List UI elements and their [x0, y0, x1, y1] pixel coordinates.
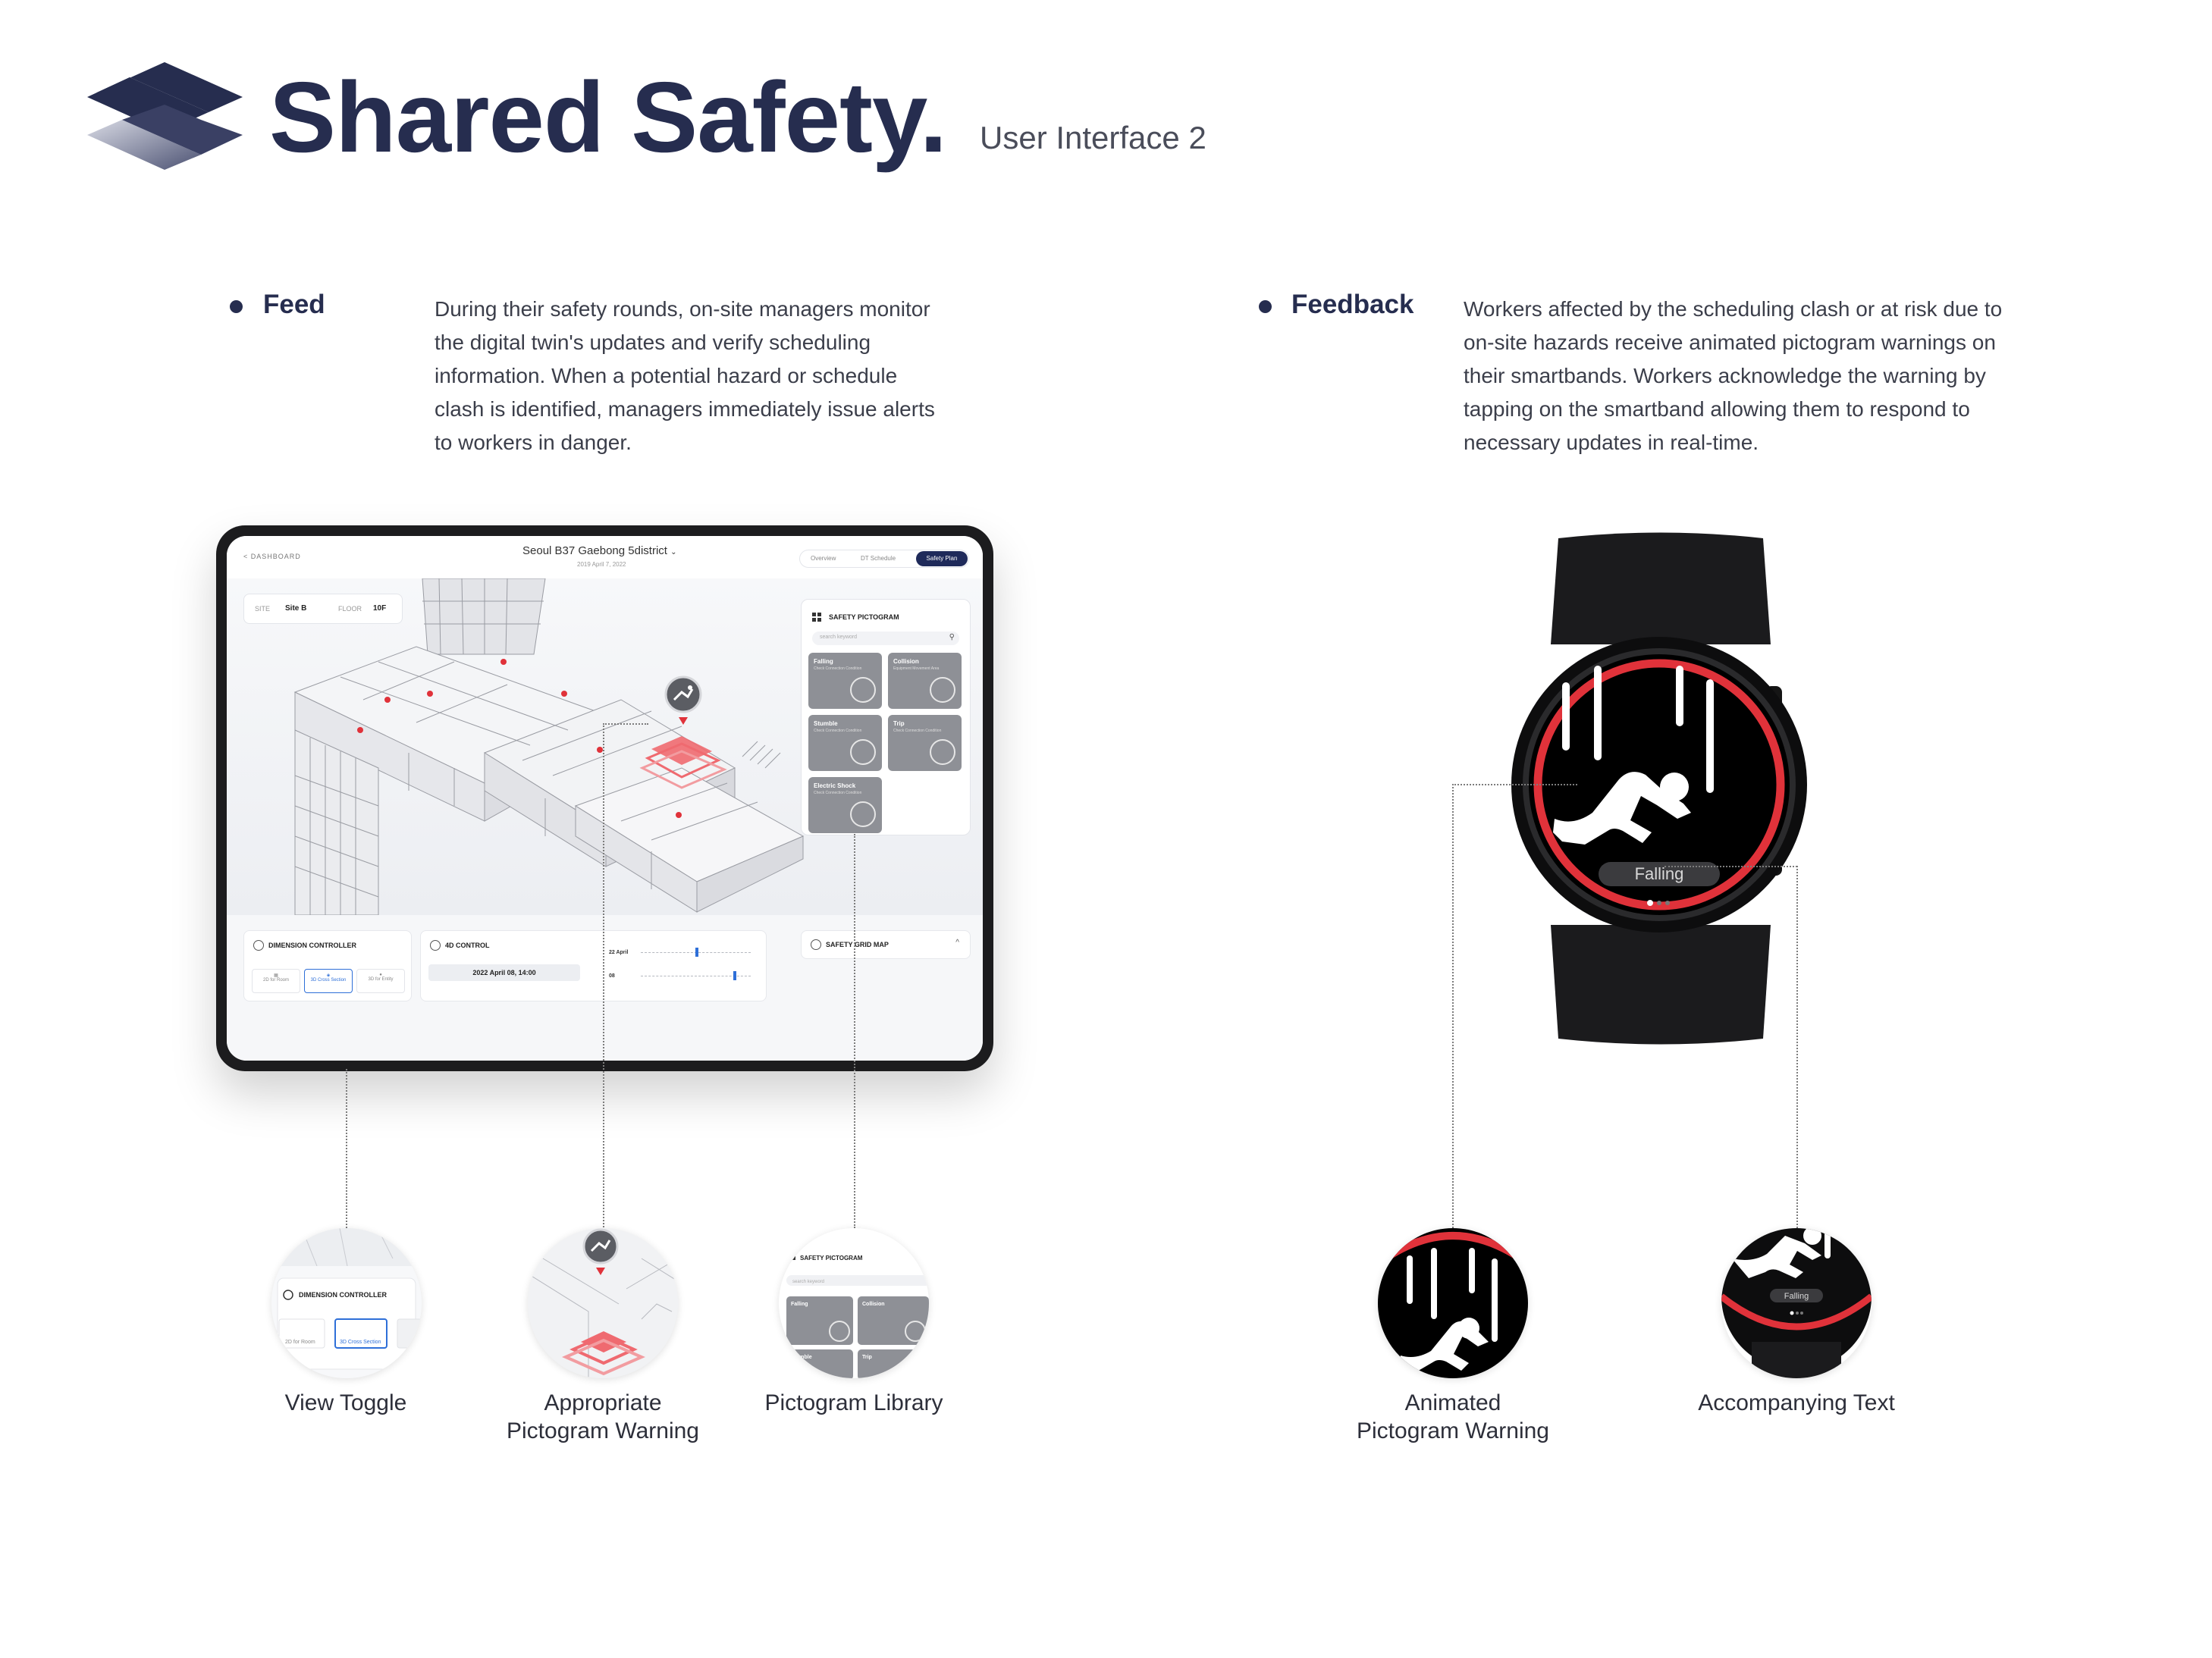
zoom-card-stumble: Stumble — [791, 1355, 812, 1360]
pictogram-card-falling[interactable] — [808, 653, 882, 709]
callout-pictogram-warning: Appropriate Pictogram Warning — [507, 1390, 699, 1443]
zoom-pictogram-warning — [528, 1228, 678, 1378]
card-title: Falling — [814, 658, 833, 665]
search-icon[interactable]: ⚲ — [949, 633, 955, 641]
zoom-view-toggle — [271, 1228, 422, 1378]
feed-title: Feed — [263, 290, 325, 319]
button-label: 3D for Entity — [368, 977, 394, 982]
feedback-bullet — [1259, 300, 1272, 313]
cube-icon — [253, 940, 264, 951]
trip-icon — [930, 739, 955, 765]
card-title: Trip — [893, 720, 905, 727]
feedback-line: Workers affected by the scheduling clash or at risk due to — [1464, 297, 2003, 321]
tab-overview[interactable]: Overview — [811, 555, 836, 562]
zoom-2d-room-label: 2D for Room — [285, 1340, 315, 1345]
leader-line-warning — [603, 723, 604, 1239]
card-title: Electric Shock — [814, 782, 856, 789]
search-placeholder: search keyword — [820, 635, 858, 640]
feedback-line: their smartbands. Workers acknowledge the warning by — [1464, 364, 1986, 387]
zoom-picto-title: SAFETY PICTOGRAM — [800, 1255, 863, 1262]
pictogram-card-collision[interactable] — [888, 653, 962, 709]
controller-bar — [227, 915, 983, 1061]
zoom-3d-cross-label: 3D Cross Section — [340, 1340, 381, 1345]
4d-datetime-field[interactable]: 2022 April 08, 14:00 — [428, 964, 580, 981]
zoom-watch-falling-label: Falling — [1784, 1292, 1809, 1301]
callout-animated-warning: Animated Pictogram Warning — [1357, 1390, 1549, 1443]
leader-line-animated — [1452, 784, 1454, 1231]
map-icon — [811, 939, 821, 950]
hour-slider-label: 08 — [609, 973, 615, 979]
site-title: Seoul B37 Gaebong 5district — [522, 544, 667, 557]
person-icon: ● — [379, 973, 382, 977]
chevron-up-icon[interactable]: ^ — [955, 939, 959, 947]
leader-line-view-toggle — [346, 1069, 347, 1228]
view-2d-room-button[interactable] — [252, 969, 300, 993]
safety-grid-map-title: SAFETY GRID MAP — [826, 941, 889, 948]
falling-icon — [850, 677, 876, 703]
dimension-controller — [243, 930, 412, 1001]
site-label: SITE — [255, 605, 271, 613]
callout-view-toggle: View Toggle — [284, 1390, 407, 1415]
feedback-line: tapping on the smartband allowing them to respond to — [1464, 397, 1970, 421]
leader-line-text — [1796, 866, 1798, 1231]
floor-label: FLOOR — [338, 605, 362, 613]
date-slider-handle[interactable] — [695, 948, 698, 957]
leader-line-warning-top — [603, 723, 648, 725]
feed-line: to workers in danger. — [435, 431, 632, 454]
card-subtitle: Check Connection Condition — [814, 729, 862, 733]
view-tabs — [799, 550, 969, 568]
site-floor-selector — [243, 594, 403, 624]
callout-accompanying-text: Accompanying Text — [1698, 1390, 1895, 1415]
collision-icon — [930, 677, 955, 703]
pictogram-card-trip[interactable] — [888, 715, 962, 771]
shared-safety-logo-icon — [87, 62, 243, 170]
tablet-screen — [227, 536, 983, 1061]
safety-pictogram-panel — [801, 599, 971, 835]
tab-dt-schedule[interactable]: DT Schedule — [861, 555, 896, 562]
feedback-line: on-site hazards receive animated pictogram warnings on — [1464, 331, 1996, 354]
brand-title: Shared Safety. — [269, 61, 947, 173]
card-title: Stumble — [814, 720, 838, 727]
chevron-down-icon: ⌄ — [670, 548, 677, 556]
dashboard-back-link[interactable]: < DASHBOARD — [243, 553, 301, 560]
view-3d-cross-section-button[interactable] — [304, 969, 353, 993]
pictogram-search-input[interactable] — [812, 632, 959, 645]
feedback-title: Feedback — [1291, 290, 1414, 319]
leader-line-library — [854, 834, 855, 1228]
hour-slider-handle[interactable] — [733, 971, 736, 980]
card-subtitle: Check Connection Condition — [814, 666, 862, 671]
pictogram-card-electric-shock[interactable] — [808, 777, 882, 833]
stumble-icon — [850, 739, 876, 765]
zoom-card-collision: Collision — [862, 1302, 885, 1307]
safety-grid-map-panel[interactable] — [801, 930, 971, 959]
4d-control-panel — [420, 930, 767, 1001]
view-3d-entity-button[interactable] — [356, 969, 405, 993]
4d-control-title: 4D CONTROL — [445, 942, 490, 949]
smartwatch — [1479, 531, 1843, 1046]
feed-line: During their safety rounds, on-site managers monitor — [435, 297, 930, 321]
electric-shock-icon — [850, 801, 876, 827]
clock-icon — [430, 940, 441, 951]
zoom-card-falling: Falling — [791, 1302, 808, 1307]
feedback-description — [1464, 293, 2116, 459]
callout-pictogram-library: Pictogram Library — [764, 1390, 943, 1415]
leader-line-animated-top — [1452, 784, 1577, 785]
zoom-dimension-title: DIMENSION CONTROLLER — [299, 1291, 387, 1299]
zoom-card-trip: Trip — [862, 1355, 872, 1360]
card-subtitle: Equipment Movement Area — [893, 666, 940, 671]
site-date: 2019 April 7, 2022 — [577, 561, 626, 568]
card-subtitle: Check Connection Condition — [893, 729, 942, 733]
page-subtitle: User Interface 2 — [980, 120, 1206, 155]
feed-bullet — [230, 300, 243, 313]
button-label: 3D Cross Section — [310, 978, 347, 983]
zoom-search-placeholder: search keyword — [792, 1280, 825, 1284]
feedback-line: necessary updates in real-time. — [1464, 431, 1759, 454]
layers-icon: ◈ — [326, 973, 331, 978]
button-label: 2D for Room — [262, 978, 289, 983]
watch-strap-bottom — [1551, 925, 1771, 1045]
grid-icon: ▦ — [274, 973, 278, 978]
site-title-dropdown[interactable] — [522, 544, 677, 557]
card-title: Collision — [893, 658, 919, 665]
leader-line-text-top — [1664, 866, 1797, 867]
feed-line: information. When a potential hazard or schedule — [435, 364, 898, 387]
tab-safety-plan[interactable]: Safety Plan — [916, 551, 968, 566]
pictogram-panel-title: SAFETY PICTOGRAM — [829, 613, 899, 621]
watch-falling-label: Falling — [1634, 864, 1684, 883]
digital-twin-viewport[interactable] — [227, 578, 983, 915]
watch-strap-top — [1551, 533, 1771, 645]
card-subtitle: Check Connection Condition — [814, 791, 862, 795]
grid-icon — [812, 612, 821, 621]
dimension-controller-title: DIMENSION CONTROLLER — [268, 942, 356, 949]
feed-description — [435, 293, 1011, 459]
floor-select[interactable]: 10F — [373, 604, 387, 613]
feed-line: the digital twin's updates and verify scheduling — [435, 331, 871, 354]
zoom-accompanying-text — [1721, 1228, 1872, 1378]
zoom-pictogram-library — [779, 1228, 929, 1378]
feed-line: clash is identified, managers immediately issue alerts — [435, 397, 935, 421]
date-slider-label: 22 April — [609, 950, 629, 955]
pictogram-card-stumble[interactable] — [808, 715, 882, 771]
site-select[interactable]: Site B — [285, 604, 307, 613]
tablet-top-bar — [227, 536, 983, 579]
zoom-animated-warning — [1378, 1228, 1528, 1378]
